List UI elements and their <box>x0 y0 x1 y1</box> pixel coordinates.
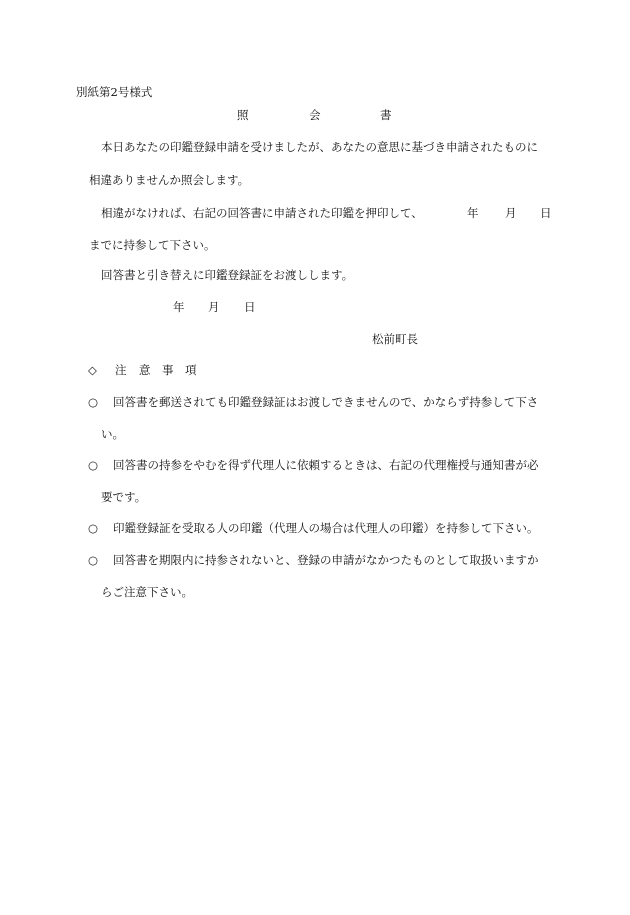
deadline-month: 月 <box>505 206 517 220</box>
circle-bullet-icon: ○ <box>88 553 99 567</box>
paragraph-2-line-2: までに持参して下さい。 <box>89 238 216 252</box>
note-4-line-1: 回答書を期限内に持参されないと、登録の申請がなかつたものとして取扱いますか <box>113 553 539 567</box>
note-4-line-2: らご注意下さい。 <box>101 585 193 599</box>
title-char-3: 書 <box>380 108 392 122</box>
paragraph-1-line-1: 本日あなたの印鑑登録申請を受けましたが、あなたの意思に基づき申請されたものに <box>101 140 538 154</box>
title-char-2: 会 <box>309 108 321 122</box>
circle-bullet-icon: ○ <box>88 521 99 535</box>
issue-month: 月 <box>208 300 220 314</box>
circle-bullet-icon: ○ <box>88 395 99 409</box>
issuer-name: 松前町長 <box>372 332 418 346</box>
note-2-line-2: 要です。 <box>101 490 147 504</box>
deadline-day: 日 <box>540 206 552 220</box>
paragraph-3: 回答書と引き替えに印鑑登録証をお渡しします。 <box>101 268 354 282</box>
title-char-1: 照 <box>237 108 249 122</box>
form-label: 別紙第2号様式 <box>76 85 153 99</box>
issue-day: 日 <box>244 300 256 314</box>
issue-year: 年 <box>173 300 185 314</box>
notes-header-char-1: 注 <box>115 363 127 377</box>
note-2-line-1: 回答書の持参をやむを得ず代理人に依頼するときは、右記の代理権授与通知書が必 <box>113 458 539 472</box>
notes-header-char-2: 意 <box>139 363 151 377</box>
notes-header-char-4: 項 <box>185 363 197 377</box>
diamond-icon: ◇ <box>88 363 97 377</box>
paragraph-2-line-1: 相違がなければ、右記の回答書に申請された印鑑を押印して、 <box>101 206 423 220</box>
paragraph-1-line-2: 相違ありませんか照会します。 <box>89 173 250 187</box>
note-1-line-2: い。 <box>101 427 124 441</box>
notes-header-char-3: 事 <box>162 363 174 377</box>
deadline-year: 年 <box>467 206 479 220</box>
circle-bullet-icon: ○ <box>88 458 99 472</box>
note-1-line-1: 回答書を郵送されても印鑑登録証はお渡しできませんので、かならず持参して下さ <box>113 395 539 409</box>
note-3-line-1: 印鑑登録証を受取る人の印鑑（代理人の場合は代理人の印鑑）を持参して下さい。 <box>113 521 539 535</box>
